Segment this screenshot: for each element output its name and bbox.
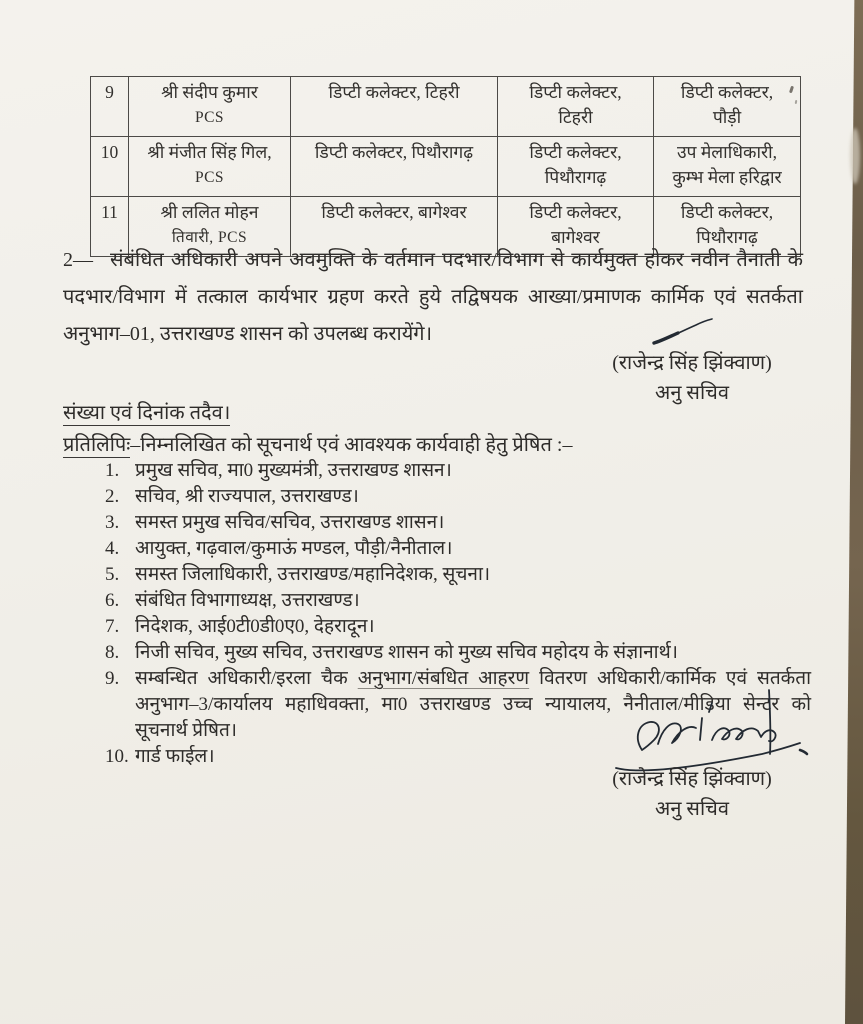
serial-number: 11 (101, 202, 118, 222)
list-item (63, 640, 811, 666)
item-text: निजी सचिव, मुख्य सचिव, उत्तराखण्ड शासन को मुख्य सचिव महोदय के संज्ञानार्थ। (135, 642, 678, 663)
ref-text: संख्या एवं दिनांक तदैव। (63, 402, 231, 424)
underlined-text: अनुभाग/संबधित आहरण (357, 668, 530, 689)
copy-label: प्रतिलिपिः (63, 434, 131, 456)
cell-previous-posting (291, 137, 498, 197)
item-text: आयुक्त, गढ़वाल/कुमाऊं मण्डल, पौड़ी/नैनीताल। (135, 538, 453, 559)
officer-name: श्री ललित मोहन (160, 202, 259, 222)
paragraph-number: 2— (63, 249, 93, 271)
item-number: 2. (105, 486, 120, 507)
item-text: समस्त जिलाधिकारी, उत्तराखण्ड/महानिदेशक, सूचना। (135, 564, 491, 585)
serial-number: 10 (100, 142, 119, 162)
paragraph-text: पदभार/विभाग में तत्काल कार्यभार ग्रहण करते हुये तद्विषयक आख्या/प्रमाणक कार्मिक एवं सतर्कता (63, 286, 803, 308)
paragraph-text: संबंधित अधिकारी अपने अवमुक्ति के वर्तमान पदभार/विभाग से कार्यमुक्त होकर नवीन तैनाती के (110, 249, 803, 271)
new-posting: डिप्टी कलेक्टर, (680, 202, 774, 222)
cell-new-posting (654, 137, 801, 197)
new-posting-place: पिथौरागढ़ (696, 227, 758, 247)
ref-number-date-line (63, 398, 230, 425)
new-posting-place: पौड़ी (712, 107, 742, 127)
item-number: 10. (105, 746, 129, 767)
signature-stroke (652, 318, 714, 346)
officer-cadre: PCS (194, 109, 225, 126)
new-posting-place: कुम्भ मेला हरिद्वार (672, 167, 782, 187)
new-posting: डिप्टी कलेक्टर, (680, 82, 774, 102)
copy-to-heading (63, 430, 572, 457)
cell-current-posting (498, 77, 654, 137)
paragraph-2-line (63, 279, 803, 316)
item-text: गार्ड फाईल। (135, 746, 215, 767)
officer-cadre: तिवारी, PCS (171, 229, 248, 246)
signatory-block-2 (577, 764, 807, 824)
cell-officer-name (129, 137, 291, 197)
item-number: 4. (105, 538, 120, 559)
current-posting: डिप्टी कलेक्टर, (529, 142, 622, 162)
item-text: सचिव, श्री राज्यपाल, उत्तराखण्ड। (135, 486, 359, 507)
serial-number: 9 (105, 82, 114, 102)
item-text: निदेशक, आई0टी0डी0ए0, देहरादून। (135, 616, 375, 637)
table-row (91, 77, 801, 137)
officer-name: श्री मंजीत सिंह गिल, (147, 142, 272, 162)
cell-current-posting (498, 137, 654, 197)
item-number: 6. (105, 590, 120, 611)
signatory-block-1 (577, 348, 807, 408)
list-item (63, 562, 811, 588)
officer-posting-table (90, 76, 801, 257)
cell-new-posting (654, 77, 801, 137)
list-item (63, 484, 811, 510)
item-number: 3. (105, 512, 120, 533)
table-row (91, 137, 801, 197)
item-text: संबंधित विभागाध्यक्ष, उत्तराखण्ड। (135, 590, 360, 611)
cell-serial-number (91, 77, 129, 137)
scan-edge-glare (850, 128, 860, 184)
current-posting: डिप्टी कलेक्टर, (529, 202, 622, 222)
item-number: 1. (105, 460, 120, 481)
previous-posting: डिप्टी कलेक्टर, बागेश्वर (321, 202, 467, 222)
paragraph-text: अनुभाग–01, उत्तराखण्ड शासन को उपलब्ध करायेंगे। (63, 323, 433, 345)
item-number: 7. (105, 616, 120, 637)
cell-officer-name (129, 77, 291, 137)
current-posting-place: टिहरी (558, 107, 593, 127)
item-text: सूचनार्थ प्रेषित। (135, 720, 238, 741)
list-item (63, 536, 811, 562)
paragraph-2-line (63, 242, 803, 279)
previous-posting: डिप्टी कलेक्टर, टिहरी (328, 82, 460, 102)
previous-posting: डिप्टी कलेक्टर, पिथौरागढ़ (314, 142, 474, 162)
list-item (63, 458, 811, 484)
current-posting-place: बागेश्वर (551, 227, 600, 247)
signatory-title: अनु सचिव (655, 798, 729, 820)
current-posting-place: पिथौरागढ़ (544, 167, 607, 187)
item-text: वितरण अधिकारी/कार्मिक एवं सतर्कता (529, 668, 812, 689)
list-item (63, 588, 811, 614)
item-number: 5. (105, 564, 120, 585)
signatory-title: अनु सचिव (655, 382, 729, 404)
officer-name: श्री संदीप कुमार (161, 82, 258, 102)
copy-heading-text: –निम्नलिखित को सूचनार्थ एवं आवश्यक कार्यवाही हेतु प्रेषित :– (130, 434, 573, 456)
item-text: अनुभाग–3/कार्यालय महाधिवक्ता, मा0 उत्तराखण्ड उच्च न्यायालय, नैनीताल/मीडिया सेन्टर को (135, 694, 811, 715)
new-posting: उप मेलाधिकारी, (676, 142, 778, 162)
list-item (63, 614, 811, 640)
item-number: 8. (105, 642, 120, 663)
cell-serial-number (91, 137, 129, 197)
list-item (63, 510, 811, 536)
item-text: प्रमुख सचिव, मा0 मुख्यमंत्री, उत्तराखण्ड शासन। (135, 460, 452, 481)
cell-previous-posting (291, 77, 498, 137)
item-text: समस्त प्रमुख सचिव/सचिव, उत्तराखण्ड शासन। (135, 512, 445, 533)
officer-cadre: PCS (194, 169, 225, 186)
item-text: सम्बन्धित अधिकारी/इरला चैक (135, 668, 358, 689)
signatory-name: (राजेन्द्र सिंह झिंक्वाण) (612, 352, 772, 374)
item-number: 9. (105, 668, 120, 689)
current-posting: डिप्टी कलेक्टर, (529, 82, 622, 102)
signatory-name: (राजेन्द्र सिंह झिंक्वाण) (612, 768, 772, 790)
